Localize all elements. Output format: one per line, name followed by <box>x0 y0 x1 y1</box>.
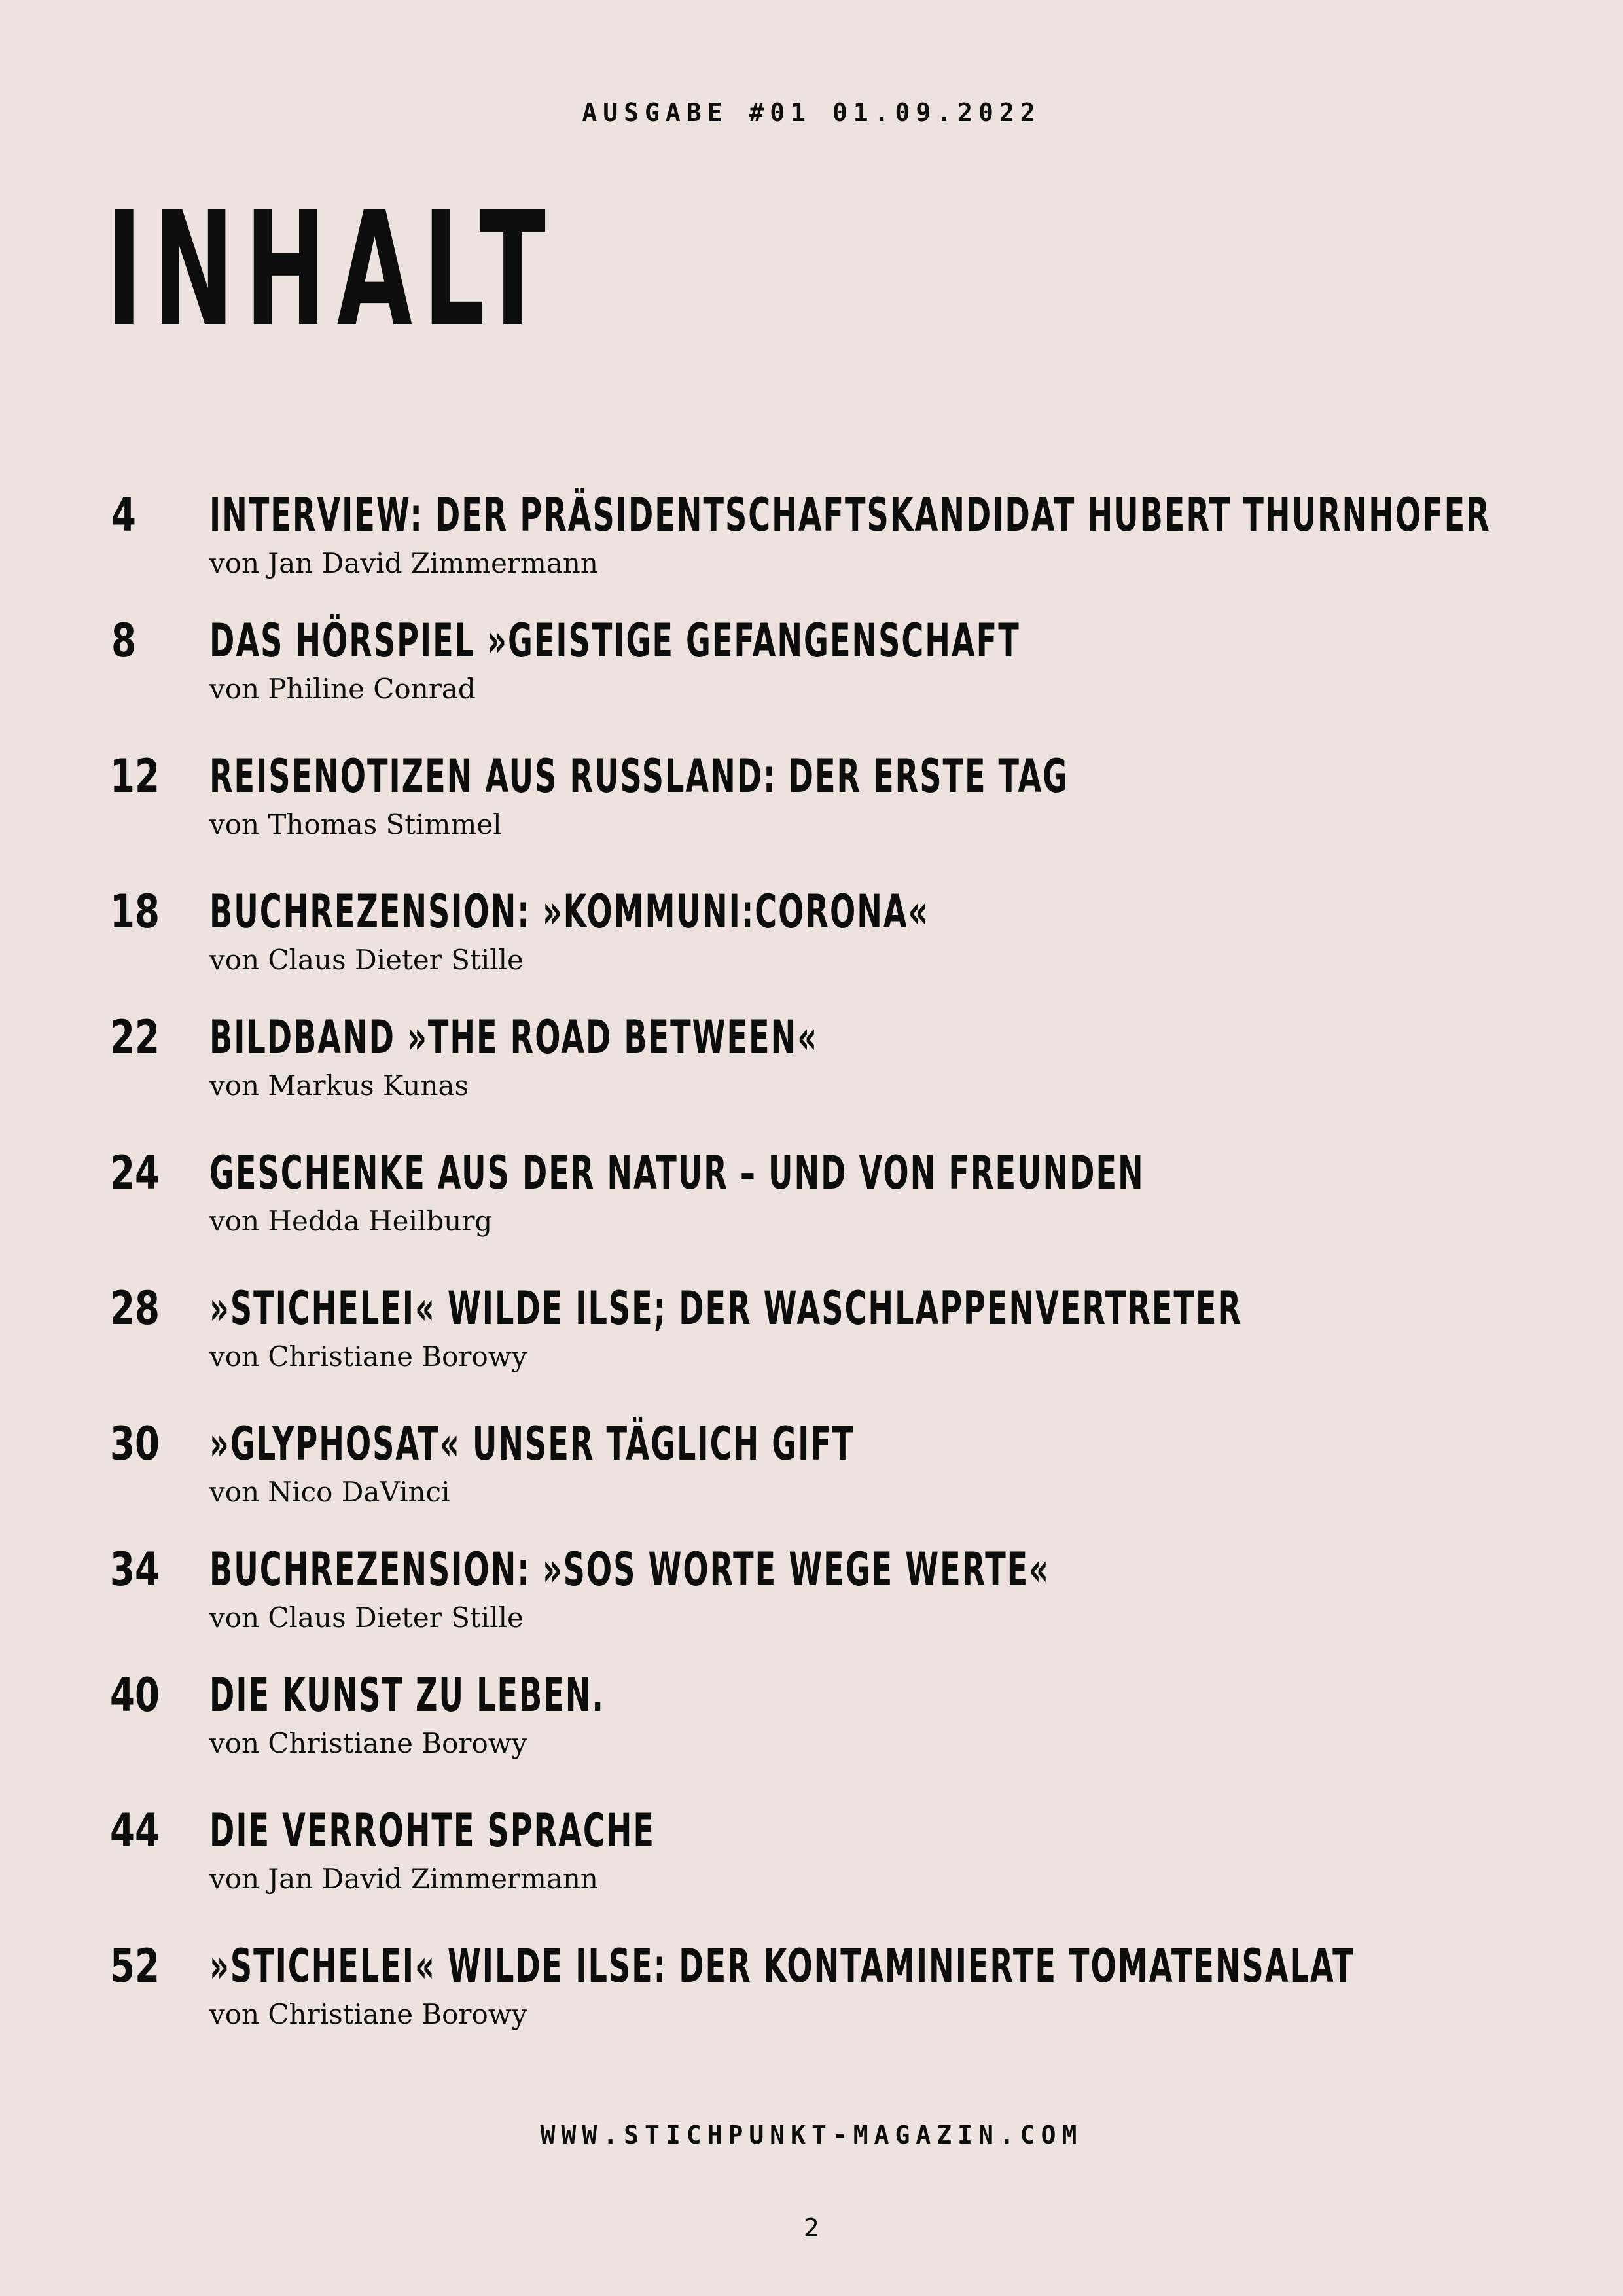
toc-article-title: DIE VERROHTE SPRACHE <box>209 1804 655 1857</box>
toc-article-author: von Christiane Borowy <box>209 1998 527 2030</box>
toc-page-number: 4 <box>111 488 137 542</box>
toc-article-title: »GLYPHOSAT« UNSER TÄGLICH GIFT <box>209 1417 855 1471</box>
toc-entry[interactable] <box>0 1668 1623 1770</box>
toc-page-number: 44 <box>110 1804 160 1857</box>
toc-page-number: 52 <box>110 1939 160 1993</box>
website-url[interactable]: WWW.STICHPUNKT-MAGAZIN.COM <box>540 2121 1083 2149</box>
toc-article-author: von Claus Dieter Stille <box>209 1602 524 1634</box>
issue-line: AUSGABE #01 01.09.2022 <box>582 98 1041 127</box>
toc-page-number: 22 <box>110 1011 160 1064</box>
toc-page-number: 28 <box>110 1282 160 1335</box>
toc-article-author: von Markus Kunas <box>209 1069 469 1102</box>
toc-entry[interactable] <box>0 488 1623 590</box>
toc-page-number: 30 <box>110 1417 160 1471</box>
toc-article-author: von Thomas Stimmel <box>209 808 502 840</box>
toc-page-number: 12 <box>110 749 160 803</box>
toc-article-title: BUCHREZENSION: »KOMMUNI:CORONA« <box>209 885 929 939</box>
toc-article-author: von Philine Conrad <box>209 673 476 705</box>
toc-article-author: von Nico DaVinci <box>209 1476 450 1508</box>
toc-article-title: BILDBAND »THE ROAD BETWEEN« <box>209 1011 819 1064</box>
toc-article-author: von Christiane Borowy <box>209 1340 527 1372</box>
toc-article-title: »STICHELEI« WILDE ILSE; DER WASCHLAPPENVERTRETER <box>209 1282 1243 1335</box>
toc-article-author: von Hedda Heilburg <box>209 1205 493 1237</box>
toc-article-title: DIE KUNST ZU LEBEN. <box>209 1668 605 1722</box>
toc-article-title: »STICHELEI« WILDE ILSE: DER KONTAMINIERTE TOMATENSALAT <box>209 1939 1355 1993</box>
toc-article-author: von Christiane Borowy <box>209 1727 527 1759</box>
page-number: 2 <box>803 2214 820 2242</box>
toc-entry[interactable] <box>0 885 1623 987</box>
toc-entry[interactable] <box>0 1282 1623 1384</box>
toc-article-author: von Jan David Zimmermann <box>209 1863 598 1895</box>
toc-entry[interactable] <box>0 1146 1623 1248</box>
toc-page-number: 8 <box>111 614 137 668</box>
toc-article-title: REISENOTIZEN AUS RUSSLAND: DER ERSTE TAG <box>209 749 1069 803</box>
toc-page-number: 34 <box>110 1543 160 1596</box>
page-title: INHALT <box>106 178 556 361</box>
toc-entry[interactable] <box>0 1939 1623 2041</box>
toc-article-author: von Claus Dieter Stille <box>209 944 524 976</box>
toc-entry[interactable] <box>0 1417 1623 1519</box>
toc-entry[interactable] <box>0 749 1623 852</box>
toc-article-title: INTERVIEW: DER PRÄSIDENTSCHAFTSKANDIDAT HUBERT THURNHOFER <box>209 488 1491 542</box>
toc-page-number: 40 <box>110 1668 160 1722</box>
toc-entry[interactable] <box>0 1543 1623 1645</box>
toc-article-title: BUCHREZENSION: »SOS WORTE WEGE WERTE« <box>209 1543 1050 1596</box>
toc-article-author: von Jan David Zimmermann <box>209 547 598 579</box>
toc-article-title: GESCHENKE AUS DER NATUR – UND VON FREUNDEN <box>209 1146 1145 1200</box>
toc-entry[interactable] <box>0 1804 1623 1906</box>
toc-page-number: 24 <box>110 1146 160 1200</box>
toc-entry[interactable] <box>0 614 1623 716</box>
toc-article-title: DAS HÖRSPIEL »GEISTIGE GEFANGENSCHAFT <box>209 614 1020 668</box>
toc-entry[interactable] <box>0 1011 1623 1113</box>
toc-page-number: 18 <box>110 885 160 939</box>
